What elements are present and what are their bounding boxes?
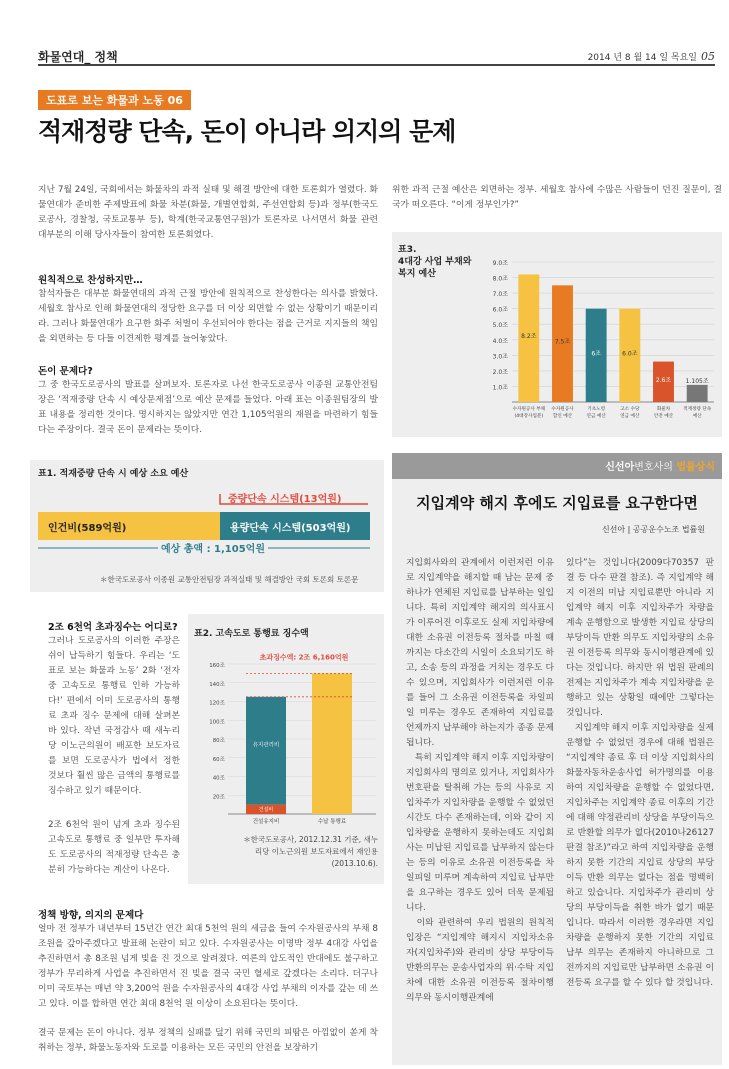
figure2-source: ＊한국도로공사, 2012.12.31 기준, 새누리당 이노근의원 보도자료에서 재인용 (2013.10.6). <box>243 835 378 868</box>
fig3-ytick: 6.0조 <box>492 306 508 314</box>
fig3-category-label: 예산 <box>692 414 702 419</box>
fig3-ytick: 2.0조 <box>492 368 508 376</box>
fig2-ytick: 140조 <box>209 681 225 688</box>
fig2-ytick: 20조 <box>212 794 225 801</box>
fig3-ytick: 4.0조 <box>492 337 508 345</box>
legal-column-text-1: 지입회사와의 관계에서 이런저런 이유로 지입계약을 해지할 때 남는 문제 중 하나가 연체된 지입료를 납부하는 일입니다. 특히 지입계약 해지의 의사표시가 이루어진 이후로도 실제 지입차량에 대한 소유권 이전등록 절차를 마칠 때까지는 다소간의 시일이 소요되기도 하고, 소송 등의 과정을 거치는 경우도 다수 있으며, 지입회사가 이런저런 이유를 들어 그 소유권 이전등록을 차일피일 미루는 경우도 존재하여 지입료를 언제까지 납부해야 하는지가 종종 문제됩니다. 특히 지입계약 해지 이후 지입차량이 지입회사의 명의로 있거나, 지입회사가 번호판을 탈취해 가는 등의 사유로 지입차주가 지입차량을 운행할 수 없었던 시간도 다수 존재하는데, 이와 같이 지입차량을 운행하지 못하는데도 지입회사는 미납된 지입료를 납부하지 않는다는 등의 이유로 소유권 이전등록을 차일피일 미루며 계속하여 지입료 납부만을 요구하는 경우도 있어 더욱 문제됩니다. 이와 관련하여 우리 법원의 원칙적 입장은 “지입계약 해지시 지입차소유자(지입차주)와 관리비 상당 부당이득반환의무는 운송사업자의 위·수탁 지입차에 대한 소유권 이전등록 절차이행 의무와 동시이행관계에 <box>406 558 554 1003</box>
fig3-ytick: 3.0조 <box>492 353 508 361</box>
fig3-ytick: 8.0조 <box>492 275 508 283</box>
section-text: 참석자들은 대부분 화물연대의 과적 근절 방안에 원칙적으로 찬성한다는 의사를 밝혔다. 세월호 참사로 인해 화물연대의 정당한 요구를 더 이상 외면할 수 없는 상황이기 때문이리라. 그러나 화물연대가 요구한 화주 처벌이 우선되어야 한다는 점을 근거로 지지들의 책임을 외면하는 등 다들 이견제한 평계를 늘어놓았다. <box>38 289 378 344</box>
section-heading: 정책 방향, 의지의 문제다 <box>38 910 144 921</box>
section-text: 그러나 도로공사의 이러한 주장은 쉬이 납득하기 힘들다. 우리는 ‘도표로 보는 화물과 노동’ 2화 ‘전자중 고속도로 통행료 인하 가능하다!’ 편에서 이미 도로공사의 통행료 초과 징수 문제에 대해 살펴본 바 있다. 작년 국정감사 때 새누리당 이노근의원이 배포한 보도자료를 보면 도로공사가 법에서 정한 것보다 훨씬 많은 금액의 통행료를 징수하고 있기 때문이다. <box>48 636 180 796</box>
section-text: 그 중 한국도로공사의 발표를 살펴보자. 토론자로 나선 한국도로공사 이종원 교통안전팀장은 ‘적재중량 단속 시 예상문제점’으로 예산 문제를 들었다. 아래 표는 이종원팀장의 발표 내용을 정리한 것이다. 명시하지는 않았지만 연간 1,105억원의 재원을 마련하기 힘들다는 주장이다. 결국 돈이 문제라는 뜻이다. <box>38 380 378 435</box>
section-heading: 2조 6천억 초과징수는 어디로? <box>48 622 178 633</box>
legal-column-text-2: 있다”는 것입니다(2009다70357 판결 등 다수 판결 참조). 즉 지입계약 해지 이전의 미납 지입료뿐만 아니라 지입계약 해지 이후 지입차주가 차량을 계속 운행함으로 발생한 지입료 상당의 부당이득 반환 의무도 지입차량의 소유권 이전등록 의무와 동시이행관계에 있다는 것입니다. 하지만 위 법원 판례의 전제는 지입차주가 계속 지입차량을 운행하고 있는 상황일 때에만 그렇다는 것입니다. 지입계약 해지 이후 지입차량을 실제 운행할 수 없었던 경우에 대해 법원은 “지입계약 종료 후 더 이상 지입회사의 화물자동차운송사업 허가명의를 이용하여 지입차량을 운행할 수 없었다면, 지입차주는 지입계약 종료 이후의 기간에 대해 약정관리비 상당을 부당이득으로 반환할 의무가 없다(2010나26127 판결 참조)”라고 하여 지입차량을 운행하지 못한 기간의 지입료 상당의 부당이득 반환 의무는 없다는 점을 명백히 하고 있습니다. 지입차주가 관리비 상당의 부당이득을 취한 바가 없기 때문입니다. 따라서 이러한 경우라면 지입차량을 운행하지 못한 기간의 지입료 납부 의무는 존재하지 아니하므로 그 전까지의 지입료만 납부하면 소유권 이전등록 요구를 할 수 있다 할 것입니다. <box>566 558 714 988</box>
fig3-data-label: 6조 <box>591 350 601 358</box>
fig3-data-label: 1.105조 <box>685 377 709 385</box>
fig3-category-label: 연금 예산 <box>586 414 606 419</box>
fig3-category-label: 화물차 <box>656 407 671 412</box>
intro-paragraph: 지난 7월 24일, 국회에서는 화물차의 과적 실태 및 해결 방안에 대한 토론회가 열렸다. 화물연대가 준비한 주제발표에 화물 차분(화물, 개별연합회, 주선연합회 등)과 정부(한국도로공사, 경찰청, 국토교통부 등), 학계(한국교통연구원)가 토론자로 나서면서 화물 관련 대부분의 이해 당사자들이 참여한 토론회였다. <box>38 185 378 240</box>
fig2-ytick: 120조 <box>209 700 225 707</box>
fig2-ytick: 40조 <box>212 775 225 782</box>
fig2-ytick: 160조 <box>209 663 225 669</box>
fig3-ytick: 7.0조 <box>492 291 508 299</box>
fig3-data-label: 2.6조 <box>655 376 672 384</box>
label-topic: 법률상식 <box>676 462 715 473</box>
figure3-title-line: 복지 예산 <box>398 269 436 279</box>
figure3-title-line: 4대강 사업 부채와 <box>398 257 472 267</box>
fig1-total-label: 예상 총액 : 1,105억원 <box>160 544 266 555</box>
fig3-category-label: 연금 예산 <box>620 414 640 419</box>
section-text: 얼마 전 정부가 내년부터 15년간 연간 최대 5천억 원의 세금을 들여 수자원공사의 부채 8조원을 갚아주겠다고 발표해 논란이 되고 있다. 수자원공사는 이명박 정부 4대강 사업을 추진하면서 총 8조원 넘게 빚을 진 것으로 알려졌다. 여론의 압도적인 반대에도 불구하고 정부가 무리하게 사업을 추진하면서 진 빚을 결국 국민 혈세로 갚겠다는 소리다. 더구나 이미 국토부는 매년 약 3,200억 원을 수자원공사의 4대강 사업 부채의 이자를 갚는 데 쓰고 있다. 이를 합하면 연간 최대 8천억 원 이상이 소요된다는 뜻이다. <box>38 924 378 1009</box>
fig3-category-label: (4대강사업분) <box>514 414 544 419</box>
fig3-ytick: 9.0조 <box>492 260 508 267</box>
issue-date <box>588 50 715 63</box>
figure3-title-line: 표3. <box>398 245 417 255</box>
fig3-category-label: 수자원공사 <box>551 407 574 412</box>
section-text: 결국 문제는 돈이 아니다. 정부 정책의 실패를 덮기 위해 국민의 피땀은 아낌없이 쏟게 착취하는 정부, 화물노동자와 도로를 이용하는 모든 국민의 안전을 보장하기 <box>38 1028 378 1053</box>
fig3-category-label: 고소 수당 <box>620 407 640 412</box>
fig2-ytick: 80조 <box>212 738 225 744</box>
intro-right-paragraph: 위한 과적 근절 예산은 외면하는 정부. 세월호 참사에 수많은 사람들이 던진 질문이, 결국가 떠오른다. “이게 정부인가?” <box>392 185 722 210</box>
page-number: 05 <box>701 50 715 63</box>
label-role: 변호사의 <box>634 462 673 473</box>
fig3-ytick: 5.0조 <box>492 322 508 330</box>
legal-column-author: 신선아 | 공공운수노조 법률원 <box>601 525 705 534</box>
legal-column-title: 지입계약 해지 후에도 지입료를 요구한다면 <box>416 494 698 512</box>
fig2-annotation: 초과징수액: 2조 6,160억원 <box>259 653 349 662</box>
fig3-data-label: 8.2조 <box>521 333 537 341</box>
legal-column-label <box>605 458 715 473</box>
fig2-bar1-lower-label: 건설비 <box>258 807 274 814</box>
figure1-chart <box>30 486 384 571</box>
fig2-ytick: 60조 <box>212 756 225 763</box>
series-kicker: 도표로 보는 화물과 노동 06 <box>38 90 191 110</box>
fig3-category-label: 적재정량 단속 <box>683 407 712 412</box>
fig3-ytick: 1.0조 <box>492 384 508 392</box>
fig2-bar2 <box>312 673 352 814</box>
fig3-category-label: 수자원공사 부채 <box>512 407 546 412</box>
figure2-chart <box>188 640 384 830</box>
fig3-data-label: 6.0조 <box>622 350 638 358</box>
header-rule <box>38 64 715 66</box>
fig2-ytick: 100조 <box>209 719 225 726</box>
figure1-title: 표1. 적재중량 단속 시 예상 소요 예산 <box>38 469 189 479</box>
fig3-bar <box>687 385 708 402</box>
section-header: 화물연대_ 정책 <box>38 50 118 64</box>
figure3-chart <box>392 232 722 437</box>
fig2-bar1-upper-label: 유지관리비 <box>252 742 280 749</box>
fig3-data-label: 7.5조 <box>554 338 571 346</box>
fig2-bar1-upper <box>246 697 286 805</box>
fig3-category-label: 안전 예산 <box>653 414 674 419</box>
fig3-category-label: 기초노령 <box>587 407 606 412</box>
fig2-category-label: 수납 통행료 <box>317 819 347 825</box>
date-text: 2014 년 8 월 14 일 목요일 <box>587 53 697 63</box>
fig3-category-label: 할인 예산 <box>552 414 573 419</box>
section-text: 2조 6천억 원이 넘게 초과 징수된 고속도로 통행료 중 일부만 투자해도 도로공사의 적재정량 단속은 충분히 가능하다는 계산이 나온다. <box>48 820 180 875</box>
fig2-category-label: 건설유지비 <box>252 819 280 825</box>
section-heading: 돈이 문제다? <box>38 366 93 377</box>
figure2-title: 표2. 고속도로 통행료 징수액 <box>194 629 309 639</box>
fig1-right-label: 용량단속 시스템(503억원) <box>230 523 351 534</box>
headline: 적재정량 단속, 돈이 아니라 의지의 문제 <box>38 117 456 146</box>
fig1-left-label: 인건비(589억원) <box>48 523 127 534</box>
figure1-source: ＊한국도로공사 이종원 교통안전팀장 과적실태 및 해결방안 국회 토론회 토론문 <box>100 575 359 584</box>
fig1-top-label: 중량단속 시스템(13억원) <box>228 494 342 505</box>
section-heading: 원칙적으로 찬성하지만… <box>38 275 143 286</box>
label-name: 신선아 <box>605 462 635 473</box>
